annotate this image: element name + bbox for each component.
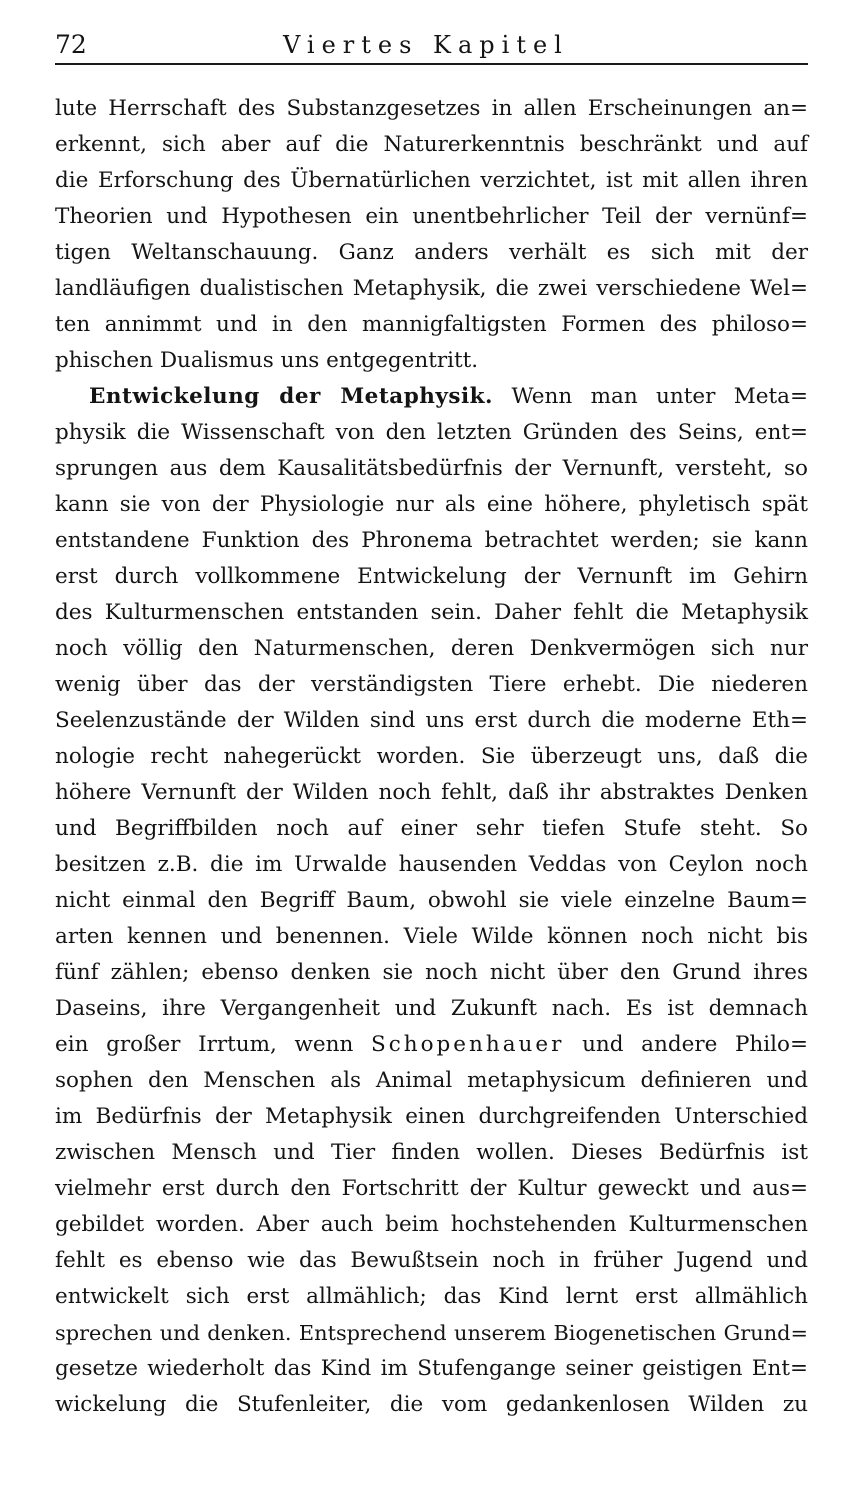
text-line: tigen Weltanschauung. Ganz anders verhält es sich mit der (55, 240, 808, 265)
text-line: erkennt, sich aber auf die Naturerkenntnis beschränkt und auf (55, 132, 808, 157)
text-line: entwickelt sich erst allmählich; das Kind lernt erst allmählich (55, 1284, 808, 1309)
text-line: zwischen Mensch und Tier finden wollen. Dieses Bedürfnis ist (55, 1140, 808, 1165)
text-line: landläufigen dualistischen Metaphysik, die zwei verschiedene Wel= (55, 276, 808, 301)
header-rule (55, 63, 808, 65)
text-line: entstandene Funktion des Phronema betrachtet werden; sie kann (55, 528, 808, 553)
section-first-line (55, 379, 808, 415)
text-line: Daseins, ihre Vergangenheit und Zukunft nach. Es ist demnach (55, 996, 808, 1021)
spaced-name: Schopenhauer (370, 1032, 565, 1057)
text-line: kann sie von der Physiologie nur als eine höhere, phyletisch spät (55, 492, 808, 517)
name-line-before: ein großer Irrtum, wenn (55, 1032, 354, 1057)
text-line: gesetze wiederholt das Kind im Stufengange seiner geistigen Ent= (55, 1356, 808, 1381)
name-line-after: und andere Philo= (582, 1032, 808, 1057)
text-line: des Kulturmenschen entstanden sein. Daher fehlt die Metaphysik (55, 600, 808, 625)
text-line: fehlt es ebenso wie das Bewußtsein noch in früher Jugend und (55, 1248, 808, 1273)
text-line-with-name (55, 1027, 808, 1063)
text-line: erst durch vollkommene Entwickelung der Vernunft im Gehirn (55, 564, 808, 589)
text-line: nologie recht nahegerückt worden. Sie überzeugt uns, daß die (55, 744, 808, 769)
text-line: Theorien und Hypothesen ein unentbehrlicher Teil der vernünf= (55, 204, 808, 229)
section-first-line-text: Wenn man unter Meta= (511, 384, 808, 409)
paragraph (55, 91, 808, 379)
text-line: sprechen und denken. Entsprechend unserem Biogenetischen Grund= (55, 1321, 808, 1345)
text-line: die Erforschung des Übernatürlichen verzichtet, ist mit allen ihren (55, 168, 808, 193)
text-line: lute Herrschaft des Substanzgesetzes in allen Erscheinungen an= (55, 96, 808, 121)
text-line: phischen Dualismus uns entgegentritt. (55, 348, 479, 373)
text-line: ten annimmt und in den mannigfaltigsten Formen des philoso= (55, 312, 808, 337)
text-line: im Bedürfnis der Metaphysik einen durchgreifenden Unterschied (55, 1104, 808, 1129)
section-paragraph (55, 379, 808, 1423)
text-line: noch völlig den Naturmenschen, deren Denkvermögen sich nur (55, 636, 808, 661)
text-line: wickelung die Stufenleiter, die vom gedankenlosen Wilden zu (55, 1392, 808, 1417)
text-line: arten kennen und benennen. Viele Wilde können noch nicht bis (55, 924, 808, 949)
body-text (55, 91, 808, 1423)
text-line: nicht einmal den Begriff Baum, obwohl sie viele einzelne Baum= (55, 888, 808, 913)
running-head (55, 30, 808, 66)
text-line: gebildet worden. Aber auch beim hochstehenden Kulturmenschen (55, 1212, 808, 1237)
text-line: und Begriffbilden noch auf einer sehr tiefen Stufe steht. So (55, 816, 808, 841)
text-line: höhere Vernunft der Wilden noch fehlt, daß ihr abstraktes Denken (55, 780, 808, 805)
text-line: physik die Wissenschaft von den letzten Gründen des Seins, ent= (55, 420, 808, 445)
page-number: 72 (55, 30, 87, 59)
text-line: wenig über das der verständigsten Tiere erhebt. Die niederen (55, 672, 808, 697)
text-line: Seelenzustände der Wilden sind uns erst durch die moderne Eth= (55, 708, 808, 733)
text-line: vielmehr erst durch den Fortschritt der Kultur geweckt und aus= (55, 1176, 808, 1201)
text-line: sprungen aus dem Kausalitätsbedürfnis der Vernunft, versteht, so (55, 456, 808, 481)
text-line: fünf zählen; ebenso denken sie noch nicht über den Grund ihres (55, 960, 808, 985)
text-line: besitzen z.B. die im Urwalde hausenden Veddas von Ceylon noch (55, 852, 808, 877)
section-heading: Entwickelung der Metaphysik. (89, 384, 494, 409)
text-line: sophen den Menschen als Animal metaphysicum definieren und (55, 1068, 808, 1093)
chapter-title: Viertes Kapitel (283, 31, 569, 59)
